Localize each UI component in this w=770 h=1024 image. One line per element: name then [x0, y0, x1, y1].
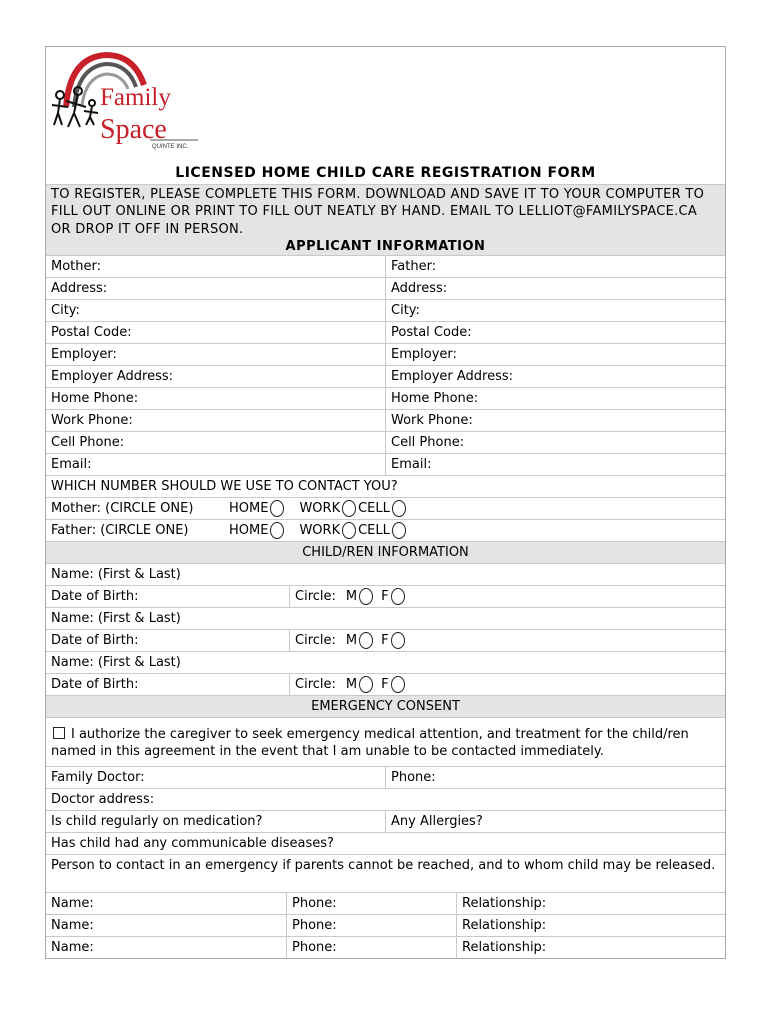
child-name-row: [46, 651, 725, 673]
child-name-field[interactable]: Name: (First & Last): [51, 567, 181, 583]
mother-field[interactable]: Address:: [51, 281, 108, 297]
work-circle[interactable]: [342, 522, 356, 539]
emergency-header: EMERGENCY CONSENT: [311, 699, 460, 715]
mother-field[interactable]: Mother:: [51, 259, 102, 275]
contact-phone-field[interactable]: Phone:: [286, 915, 456, 936]
consent-checkbox[interactable]: [53, 727, 65, 739]
doctor-address-field[interactable]: Doctor address:: [51, 792, 155, 808]
mother-field[interactable]: Employer Address:: [51, 369, 174, 385]
cell-option-label: CELL: [358, 501, 390, 517]
intro-text: TO REGISTER, PLEASE COMPLETE THIS FORM. DOWNLOAD AND SAVE IT TO YOUR COMPUTER TO FILL OUT ONLINE OR PRINT TO FILL OUT NEATLY BY HAND. EMAIL TO LELLIOT@FAMILYSPACE.CA OR DROP IT OFF IN PERSON.: [51, 187, 705, 237]
contact-person-row: [46, 854, 725, 892]
home-circle[interactable]: [270, 500, 284, 517]
applicant-row: [46, 431, 725, 453]
father-field[interactable]: Postal Code:: [385, 322, 725, 343]
child-name-row: [46, 563, 725, 585]
contact-question-row: [46, 475, 725, 497]
contact-label: Mother: (CIRCLE ONE): [51, 501, 194, 517]
child-gender: [289, 586, 725, 607]
work-option-label: WORK: [299, 523, 341, 539]
applicant-row: [46, 409, 725, 431]
applicant-row: [46, 299, 725, 321]
m-circle[interactable]: [359, 588, 373, 605]
contact-preference-row: [46, 497, 725, 519]
circle-label: Circle:: [295, 633, 336, 649]
mother-field[interactable]: Cell Phone:: [51, 435, 125, 451]
applicant-row: [46, 255, 725, 277]
contact-preference-row: [46, 519, 725, 541]
logo-text-space: Space: [100, 114, 167, 145]
work-circle[interactable]: [342, 500, 356, 517]
child-gender: [289, 674, 725, 695]
logo-text-family: Family: [100, 84, 171, 111]
m-label: M: [345, 677, 358, 693]
emergency-header-row: [46, 695, 725, 717]
contact-rows: [46, 497, 725, 541]
mother-field[interactable]: Email:: [51, 457, 92, 473]
f-circle[interactable]: [391, 588, 405, 605]
emergency-contact-row: [46, 914, 725, 936]
child-dob-field[interactable]: Date of Birth:: [51, 677, 139, 693]
child-dob-row: [46, 629, 725, 651]
applicant-row: [46, 343, 725, 365]
m-label: M: [345, 633, 358, 649]
doctor-phone-field[interactable]: Phone:: [385, 767, 725, 788]
father-field[interactable]: Cell Phone:: [385, 432, 725, 453]
applicant-row: [46, 387, 725, 409]
home-option-label: HOME: [229, 523, 269, 539]
m-circle[interactable]: [359, 676, 373, 693]
contact-relationship-field[interactable]: Relationship:: [456, 937, 725, 958]
work-option-label: WORK: [299, 501, 341, 517]
logo-text-quinte: QUINTE INC.: [152, 144, 189, 150]
contact-phone-field[interactable]: Phone:: [286, 893, 456, 914]
emergency-contact-row: [46, 936, 725, 958]
family-space-logo: [48, 47, 208, 160]
f-label: F: [381, 633, 389, 649]
mother-field[interactable]: Home Phone:: [51, 391, 139, 407]
circle-label: Circle:: [295, 677, 336, 693]
applicant-row: [46, 365, 725, 387]
family-doctor-field[interactable]: Family Doctor:: [51, 770, 145, 786]
contact-phone-field[interactable]: Phone:: [286, 937, 456, 958]
father-field[interactable]: City:: [385, 300, 725, 321]
form-title: LICENSED HOME CHILD CARE REGISTRATION FORM: [175, 165, 596, 181]
child-name-field[interactable]: Name: (First & Last): [51, 655, 181, 671]
f-label: F: [381, 677, 389, 693]
father-field[interactable]: Father:: [385, 256, 725, 277]
consent-row: [46, 717, 725, 766]
father-field[interactable]: Employer Address:: [385, 366, 725, 387]
contact-preference: [46, 498, 725, 519]
emergency-contact-row: [46, 892, 725, 914]
consent-text: I authorize the caregiver to seek emergency medical attention, and treatment for the child/ren named in this agreement in the event that I am unable to be contacted immediately.: [51, 727, 689, 760]
mother-field[interactable]: Work Phone:: [51, 413, 133, 429]
applicant-rows: [46, 255, 725, 475]
mother-field[interactable]: City:: [51, 303, 80, 319]
contact-relationship-field[interactable]: Relationship:: [456, 893, 725, 914]
father-field[interactable]: Work Phone:: [385, 410, 725, 431]
contact-preference: [46, 520, 725, 541]
home-option-label: HOME: [229, 501, 269, 517]
circle-label: Circle:: [295, 589, 336, 605]
child-dob-row: [46, 673, 725, 695]
f-circle[interactable]: [391, 632, 405, 649]
diseases-field[interactable]: Has child had any communicable diseases?: [51, 836, 334, 852]
father-field[interactable]: Address:: [385, 278, 725, 299]
medication-row: [46, 810, 725, 832]
cell-circle[interactable]: [392, 500, 406, 517]
contact-name-field[interactable]: Name:: [51, 918, 94, 934]
applicant-row: [46, 453, 725, 475]
home-circle[interactable]: [270, 522, 284, 539]
child-dob-field[interactable]: Date of Birth:: [51, 589, 139, 605]
cell-option-label: CELL: [358, 523, 390, 539]
child-name-field[interactable]: Name: (First & Last): [51, 611, 181, 627]
doctor-address-row: [46, 788, 725, 810]
mother-field[interactable]: Employer:: [51, 347, 117, 363]
mother-field[interactable]: Postal Code:: [51, 325, 132, 341]
child-dob-row: [46, 585, 725, 607]
medication-field[interactable]: Is child regularly on medication?: [51, 814, 263, 830]
father-field[interactable]: Home Phone:: [385, 388, 725, 409]
figures-icon: [52, 87, 98, 127]
m-circle[interactable]: [359, 632, 373, 649]
cell-circle[interactable]: [392, 522, 406, 539]
contact-question: WHICH NUMBER SHOULD WE USE TO CONTACT YOU?: [51, 479, 398, 495]
children-header-row: [46, 541, 725, 563]
logo-area: [46, 47, 725, 160]
children-header: CHILD/REN INFORMATION: [302, 545, 469, 561]
contact-label: Father: (CIRCLE ONE): [51, 523, 189, 539]
contact-relationship-field[interactable]: Relationship:: [456, 915, 725, 936]
contact-person-text: Person to contact in an emergency if parents cannot be reached, and to whom child may be released.: [51, 858, 716, 874]
f-label: F: [381, 589, 389, 605]
family-doctor-row: [46, 766, 725, 788]
child-gender: [289, 630, 725, 651]
applicant-header: APPLICANT INFORMATION: [285, 238, 486, 254]
contact-name-field[interactable]: Name:: [51, 940, 94, 956]
father-field[interactable]: Email:: [385, 454, 725, 475]
allergies-field[interactable]: Any Allergies?: [385, 811, 725, 832]
emergency-contacts: [46, 892, 725, 958]
applicant-row: [46, 277, 725, 299]
father-field[interactable]: Employer:: [385, 344, 725, 365]
diseases-row: [46, 832, 725, 854]
f-circle[interactable]: [391, 676, 405, 693]
contact-name-field[interactable]: Name:: [51, 896, 94, 912]
applicant-row: [46, 321, 725, 343]
child-name-row: [46, 607, 725, 629]
child-dob-field[interactable]: Date of Birth:: [51, 633, 139, 649]
intro-block: [46, 184, 725, 255]
m-label: M: [345, 589, 358, 605]
registration-form: [45, 46, 726, 959]
child-rows: [46, 563, 725, 695]
